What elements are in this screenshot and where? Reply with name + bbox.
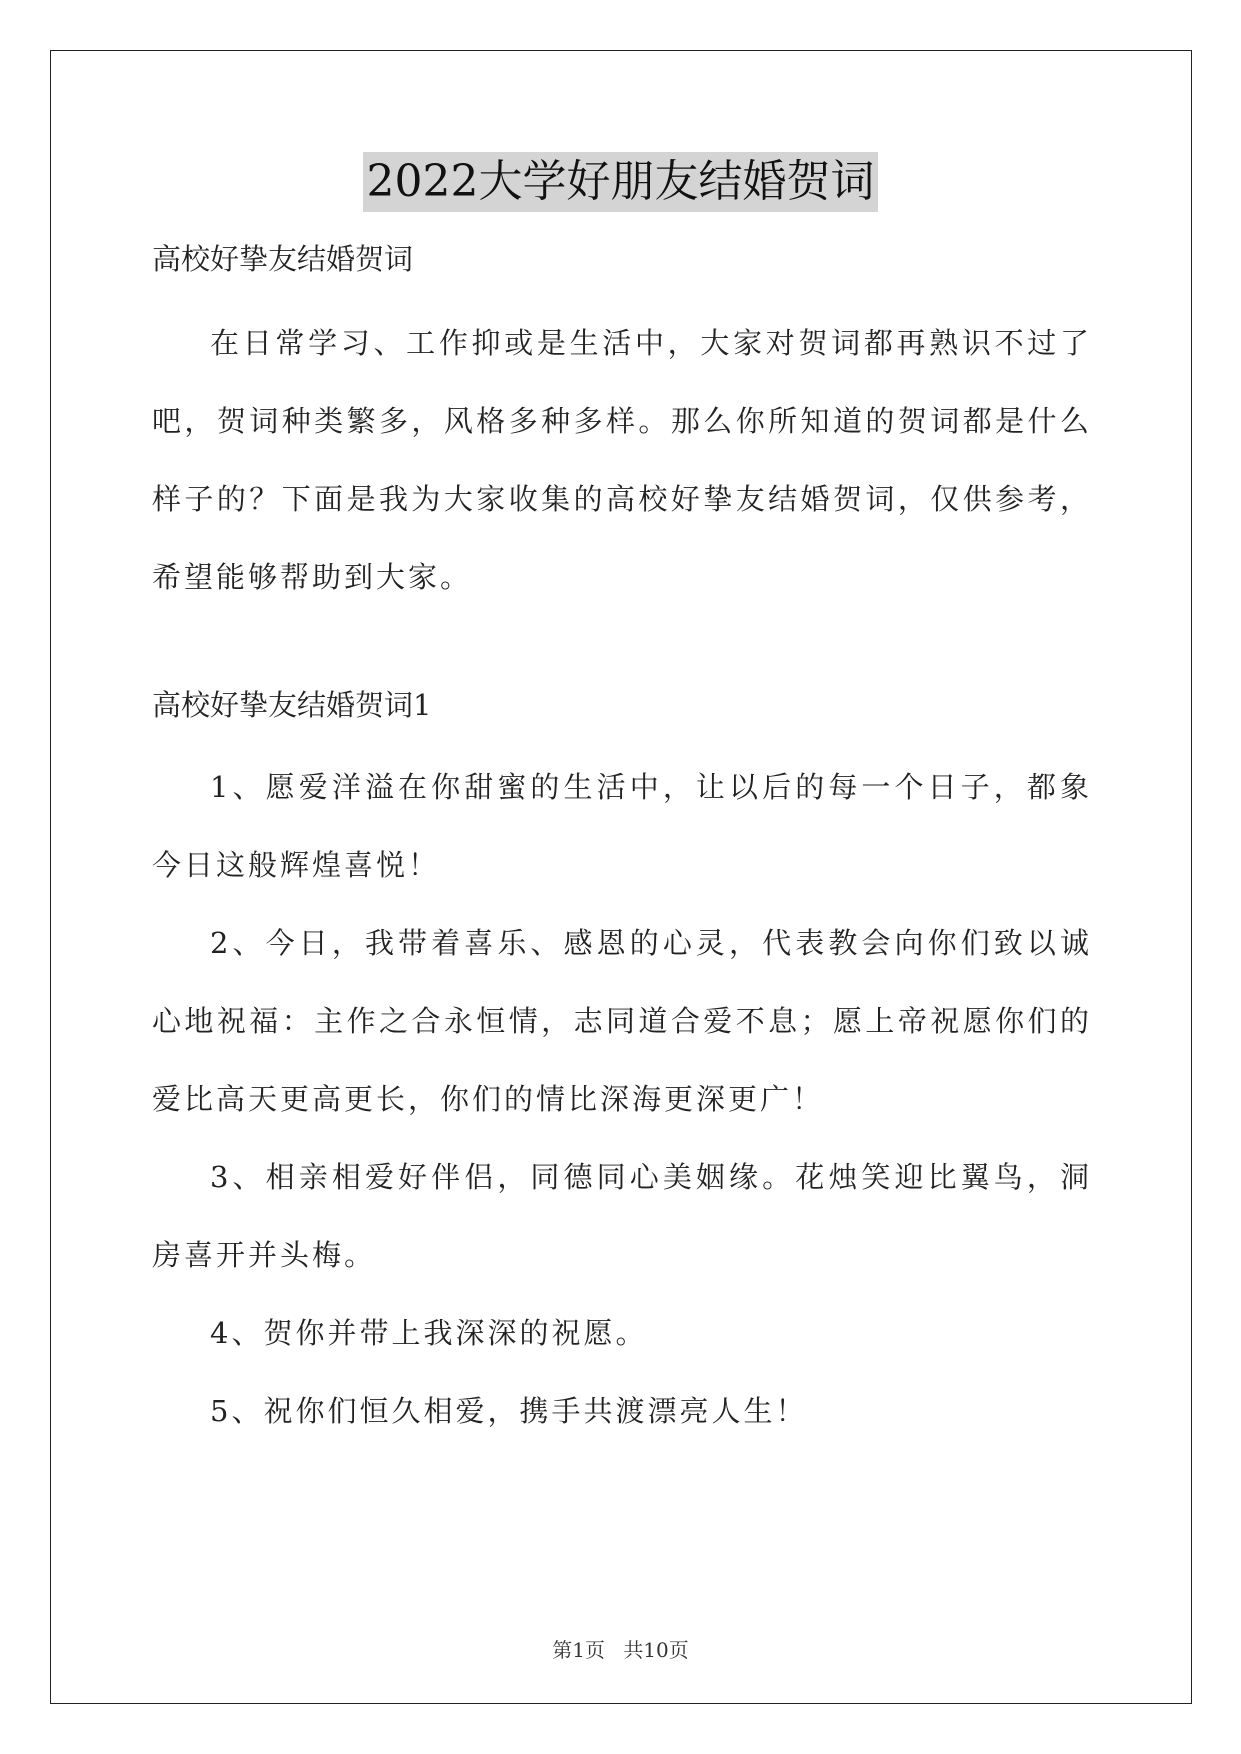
page-footer (0, 1634, 1241, 1663)
section-heading: 高校好挚友结婚贺词1 (152, 688, 432, 722)
list-item: 2、今日，我带着喜乐、感恩的心灵，代表教会向你们致以诚心地祝福：主作之合永恒情，志同道合爱不息；愿上帝祝愿你们的爱比高天更高更长，你们的情比深海更深更广！ (152, 926, 1092, 1116)
document-body (152, 228, 1092, 1450)
list-item: 1、愿爱洋溢在你甜蜜的生活中，让以后的每一个日子，都象今日这般辉煌喜悦！ (152, 770, 1092, 882)
title-container (0, 152, 1241, 212)
page-total: 共10页 (623, 1638, 689, 1662)
intro-paragraph: 在日常学习、工作抑或是生活中，大家对贺词都再熟识不过了吧，贺词种类繁多，风格多种多样。那么你所知道的贺词都是什么样子的？下面是我为大家收集的高校好挚友结婚贺词，仅供参考，希望能够帮助到大家。 (152, 326, 1092, 594)
list-item: 4、贺你并带上我深深的祝愿。 (210, 1316, 648, 1350)
list-item: 5、祝你们恒久相爱，携手共渡漂亮人生！ (210, 1394, 808, 1428)
page-number: 第1页 (552, 1638, 605, 1662)
document-title: 2022大学好朋友结婚贺词 (363, 152, 879, 212)
list-item: 3、相亲相爱好伴侣，同德同心美姻缘。花烛笑迎比翼鸟，洞房喜开并头梅。 (152, 1160, 1092, 1272)
document-subtitle: 高校好挚友结婚贺词 (152, 242, 414, 276)
